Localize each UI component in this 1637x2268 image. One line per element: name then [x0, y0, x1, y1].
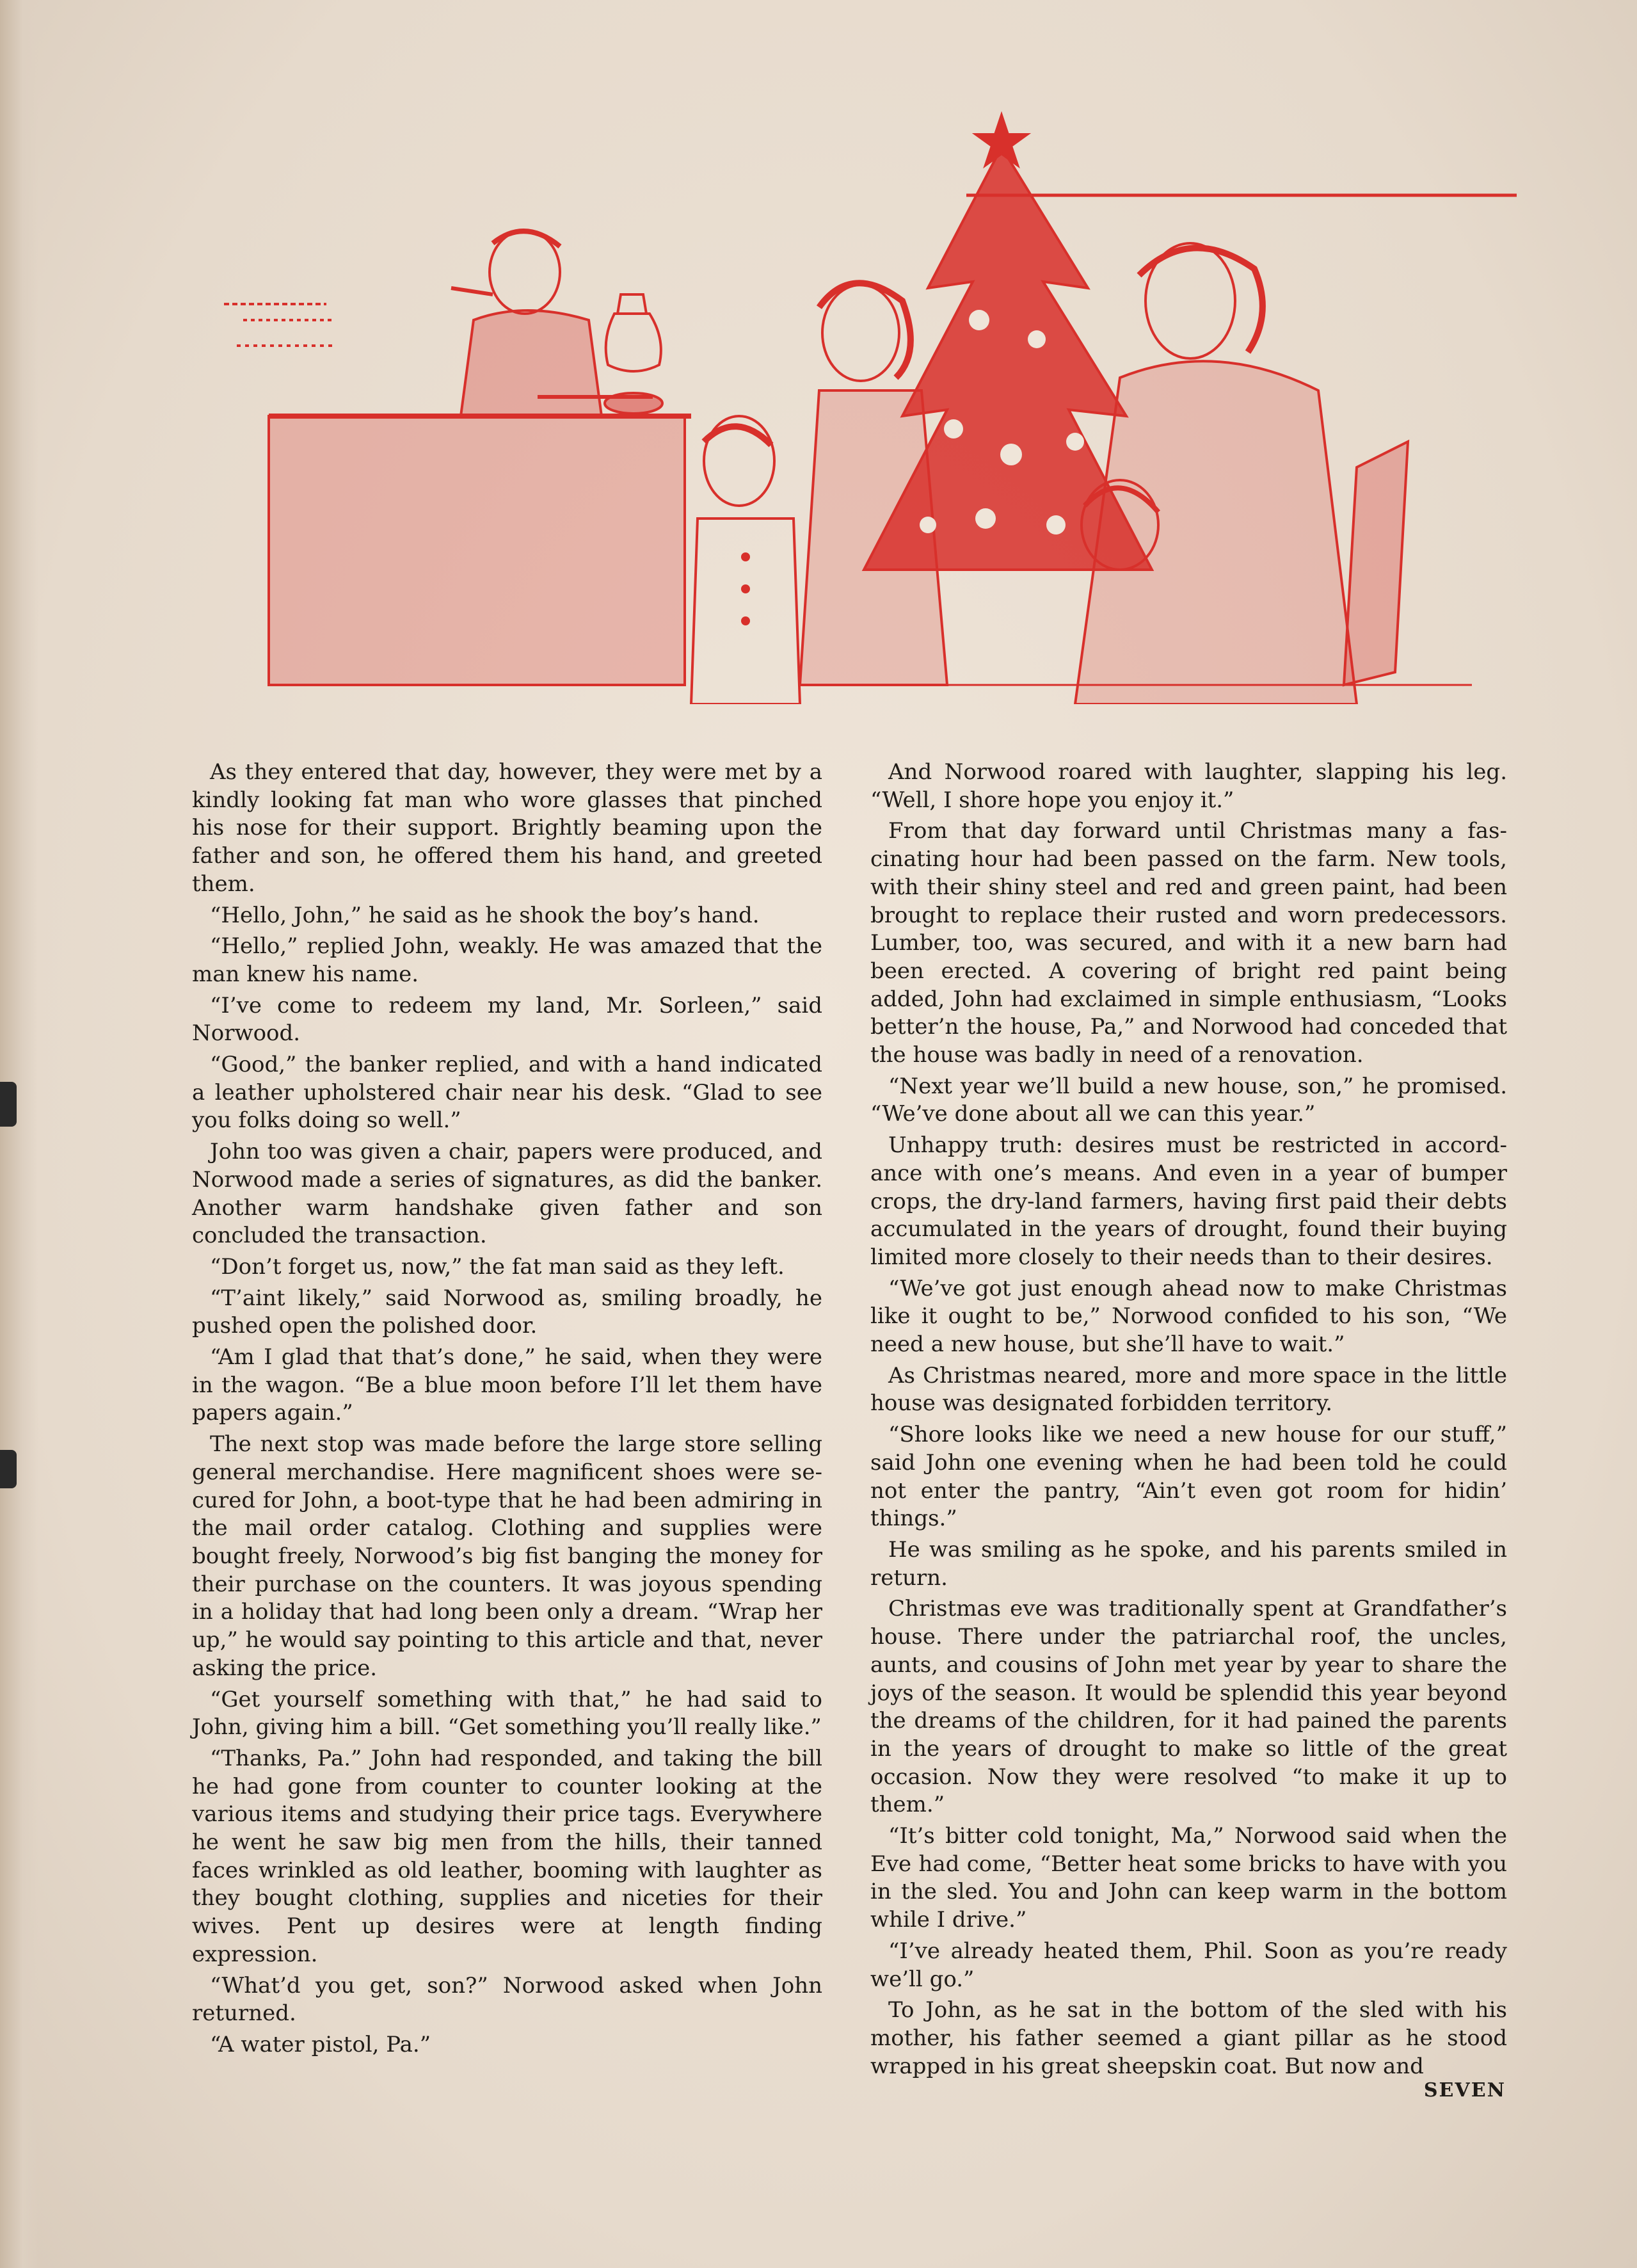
oil-lamp-icon — [605, 294, 662, 414]
man-with-pipe-icon — [451, 230, 653, 416]
paragraph: The next stop was made before the large store selling general merchandise. Here magnificent shoes were secured for John, a boot-type that he had been admiring in the mail order catalog. Clothing and supplies were bought freely, Norwood’s big fist banging the money for their purchase on the counters. It was joyous spending in a holiday that had long been only a dream. “Wrap her up,” he would say pointing to this article and that, never asking the price. — [192, 1431, 822, 1681]
paragraph: He was smiling as he spoke, and his parents smiled in return. — [870, 1536, 1507, 1591]
paragraph: “Hello,” replied John, weakly. He was amazed that the man knew his name. — [192, 933, 822, 987]
paragraph: “We’ve got just enough ahead now to make Christmas like it ought to be,” Norwood confided to his son, “We need a new house, but she’ll have to wait.” — [870, 1275, 1507, 1358]
paragraph: “Get yourself something with that,” he had said to John, giving him a bill. “Get something you’ll really like.” — [192, 1686, 822, 1741]
paragraph: And Norwood roared with laughter, slapping his leg. “Well, I shore hope you enjoy it.” — [870, 759, 1507, 813]
paragraph: “What’d you get, son?” Norwood asked when John returned. — [192, 1972, 822, 2027]
paragraph: “Shore looks like we need a new house for our stuff,” said John one evening when he had been told he could not enter the pantry, “Ain’t even got room for hidin’ things.” — [870, 1422, 1507, 1532]
paragraph: “Hello, John,” he said as he shook the boy’s hand. — [210, 902, 760, 928]
paragraph: “I’ve come to redeem my land, Mr. Sorleen,” said Norwood. — [192, 992, 822, 1047]
boy-icon — [691, 416, 800, 704]
paragraph: John too was given a chair, papers were produced, and Norwood made a series of signatures, as did the banker. Another warm handshake given father and son concluded the transaction. — [192, 1139, 822, 1249]
binder-tab — [0, 1082, 17, 1127]
page-number: SEVEN — [1423, 2079, 1506, 2102]
christmas-illustration — [192, 109, 1555, 704]
desk — [269, 416, 691, 685]
page-edge — [0, 0, 38, 2268]
paragraph: “T’aint likely,” said Norwood as, smiling broadly, he pushed open the polished door. — [192, 1285, 822, 1339]
paragraph: “Thanks, Pa.” John had responded, and taking the bill he had gone from counter to counter looking at the various items and studying their price tags. Everywhere he went he saw big men from the hills, their tanned faces wrinkled as old leather, booming with laughter as they bought clothing, supplies and niceties for their wives. Pent up desires were at length finding expression. — [192, 1745, 822, 1967]
paragraph: “Next year we’ll build a new house, son,” he promised. “We’ve done about all we can this year.” — [870, 1073, 1507, 1127]
speed-lines — [224, 195, 1517, 346]
paragraph: “I’ve already heated them, Phil. Soon as you’re ready we’ll go.” — [870, 1938, 1507, 1992]
paragraph: “Am I glad that that’s done,” he said, when they were in the wagon. “Be a blue moon before I’ll let them have papers again.” — [192, 1344, 822, 1426]
binder-tab — [0, 1450, 17, 1488]
mother-and-child-icon — [1075, 243, 1408, 704]
paragraph: As they entered that day, however, they were met by a kindly looking fat man who wore glasses that pinched his nose for their support. Brightly beaming upon the father and son, he offered them his hand, and greeted them. — [192, 759, 822, 897]
paragraph: “Good,” the banker replied, and with a hand indicated a leather upholstered chair near his desk. “Glad to see you folks doing so well.” — [192, 1052, 822, 1134]
text-column-right — [870, 759, 1507, 2084]
paragraph: “A water pistol, Pa.” — [210, 2031, 431, 2057]
text-column-left — [192, 759, 822, 2063]
paragraph: Unhappy truth: desires must be restricted in accordance with one’s means. And even in a year of bumper crops, the dry-land farmers, having first paid their debts accumulated in the years of drought, found their buying limited more closely to their needs than to their desires. — [870, 1132, 1507, 1270]
paragraph: “It’s bitter cold tonight, Ma,” Norwood said when the Eve had come, “Better heat some bricks to have with you in the sled. You and John can keep warm in the bottom while I drive.” — [870, 1823, 1507, 1933]
paragraph: Christmas eve was traditionally spent at Grandfather’s house. There under the patriarchal roof, the uncles, aunts, and cousins of John met year by year to share the joys of the season. It would be splendid this year beyond the dreams of the children, for it had pained the parents in the years of drought to make so little of the great occasion. Now they were resolved “to make it up to them.” — [870, 1596, 1507, 1818]
paragraph: From that day forward until Christmas many a fascinating hour had been passed on the farm. New tools, with their shiny steel and red and green paint, had been brought to replace their rusted and worn predecessors. Lumber, too, was secured, and with it a new barn had been erected. A covering of bright red paint being added, John had exclaimed in simple enthusiasm, “Looks better’n the house, Pa,” and Norwood had conceded that the house was badly in need of a renovation. — [870, 818, 1507, 1068]
paragraph: To John, as he sat in the bottom of the sled with his mother, his father seemed a giant pillar as he stood wrapped in his great sheepskin coat. But now and — [870, 1997, 1507, 2079]
paragraph: As Christmas neared, more and more space in the little house was designated forbidden territory. — [870, 1362, 1507, 1417]
paragraph: “Don’t forget us, now,” the fat man said as they left. — [210, 1253, 785, 1280]
